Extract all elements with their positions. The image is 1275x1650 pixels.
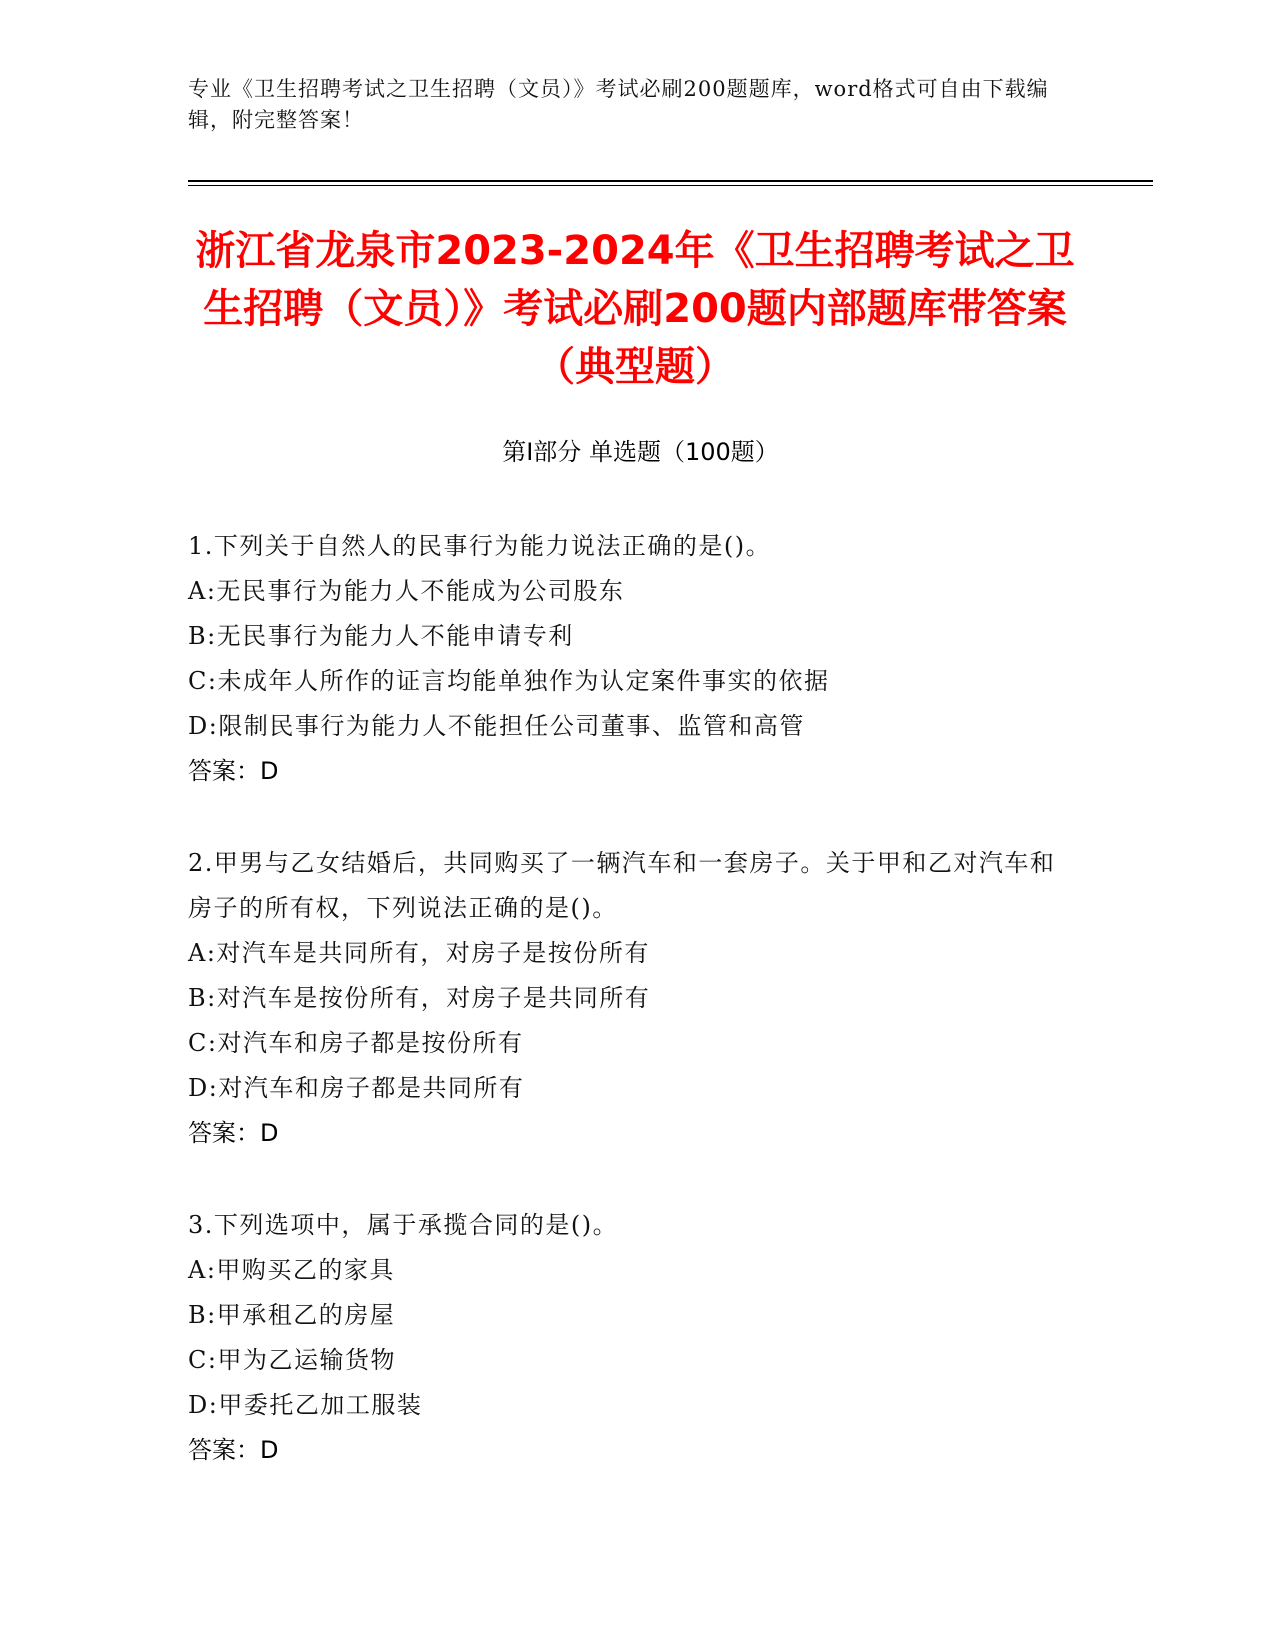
- section-title: 第Ⅰ部分 单选题（100题）: [502, 438, 779, 466]
- option-a: A:无民事行为能力人不能成为公司股东: [188, 577, 625, 605]
- question-1: [188, 524, 1068, 794]
- question-list: [188, 524, 1068, 1520]
- option-b: B:无民事行为能力人不能申请专利: [188, 622, 574, 650]
- header-rule-thin: [188, 185, 1153, 186]
- answer-line: 答案：D: [188, 757, 279, 785]
- option-d: D:甲委托乙加工服装: [188, 1391, 423, 1419]
- header-note: 专业《卫生招聘考试之卫生招聘（文员）》考试必刷200题题库，word格式可自由下载编辑，附完整答案！: [188, 77, 1049, 132]
- option-d: D:限制民事行为能力人不能担任公司董事、监管和高管: [188, 712, 805, 740]
- option-d: D:对汽车和房子都是共同所有: [188, 1074, 525, 1102]
- question-stem: 3.下列选项中，属于承揽合同的是()。: [188, 1211, 619, 1239]
- option-c: C:未成年人所作的证言均能单独作为认定案件事实的依据: [188, 667, 830, 695]
- option-b: B:甲承租乙的房屋: [188, 1301, 396, 1329]
- header-rule-thick: [188, 180, 1153, 182]
- option-b: B:对汽车是按份所有，对房子是共同所有: [188, 984, 651, 1012]
- question-2: [188, 841, 1068, 1156]
- answer-line: 答案：D: [188, 1119, 279, 1147]
- option-a: A:甲购买乙的家具: [188, 1256, 395, 1284]
- question-stem: 2.甲男与乙女结婚后，共同购买了一辆汽车和一套房子。关于甲和乙对汽车和房子的所有权，下列说法正确的是()。: [188, 849, 1056, 922]
- option-a: A:对汽车是共同所有，对房子是按份所有: [188, 939, 650, 967]
- answer-line: 答案：D: [188, 1436, 279, 1464]
- option-c: C:甲为乙运输货物: [188, 1346, 396, 1374]
- question-3: [188, 1203, 1068, 1473]
- option-c: C:对汽车和房子都是按份所有: [188, 1029, 524, 1057]
- question-stem: 1.下列关于自然人的民事行为能力说法正确的是()。: [188, 532, 772, 560]
- document-title: 浙江省龙泉市2023-2024年《卫生招聘考试之卫生招聘（文员）》考试必刷200题内部题库带答案（典型题）: [195, 228, 1075, 390]
